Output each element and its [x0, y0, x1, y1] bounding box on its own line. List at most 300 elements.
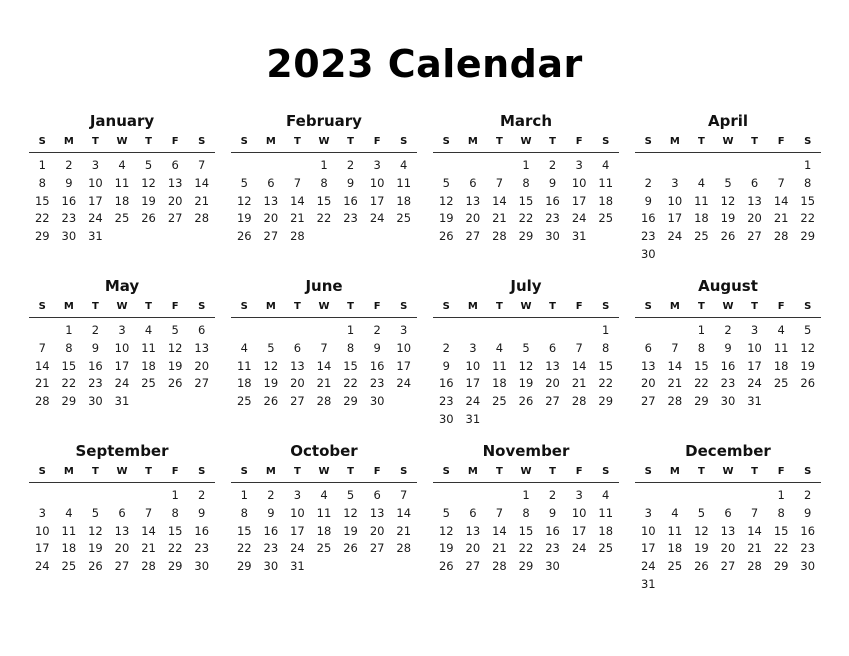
day-cell: 19 [438, 211, 454, 226]
day-cell: 4 [495, 340, 504, 355]
day-cell: 6 [548, 340, 557, 355]
weekday-label: F [373, 301, 381, 312]
day-cell: 29 [34, 229, 50, 244]
day-cell: 30 [194, 559, 210, 574]
month-name: May [104, 277, 140, 295]
day-cell: 9 [373, 340, 381, 355]
day-cell: 17 [465, 376, 481, 391]
day-cell: 3 [575, 158, 583, 172]
empty-day-cell [539, 322, 566, 340]
weekday-label: F [575, 301, 583, 312]
empty-day-cell [635, 487, 662, 505]
day-cell: 29 [773, 559, 789, 574]
day-cell: 15 [34, 193, 50, 208]
day-cell: 28 [747, 559, 762, 574]
day-cell: 3 [91, 158, 100, 172]
day-cell: 10 [640, 523, 656, 538]
empty-day-cell [513, 322, 540, 340]
day-cell: 12 [438, 523, 454, 538]
day-cell: 18 [236, 376, 252, 391]
day-cell: 14 [492, 523, 507, 538]
day-cell: 21 [773, 211, 789, 226]
day-cell: 17 [34, 541, 50, 556]
day-cell: 30 [88, 394, 103, 409]
day-cell: 10 [571, 505, 587, 520]
day-cell: 8 [38, 175, 46, 190]
day-cell: 27 [747, 229, 762, 244]
weekday-header [231, 297, 417, 318]
day-cell: 12 [800, 340, 816, 355]
weekday-label: S [602, 466, 610, 477]
day-cell: 20 [290, 376, 305, 391]
day-cell: 20 [263, 211, 279, 226]
day-cell: 29 [236, 559, 252, 574]
day-cell: 1 [38, 158, 46, 172]
month-name: February [286, 112, 362, 130]
day-cell: 14 [492, 193, 507, 208]
day-cell: 18 [114, 193, 130, 208]
empty-day-cell [486, 487, 513, 505]
day-cell: 16 [343, 193, 358, 208]
day-cell: 14 [396, 505, 412, 520]
empty-day-cell [635, 322, 662, 340]
day-cell: 3 [671, 175, 679, 190]
month-name: December [685, 442, 771, 460]
weekday-label: M [265, 301, 276, 312]
weekday-label: W [116, 136, 128, 147]
day-cell: 29 [518, 559, 534, 574]
day-cell: 22 [773, 541, 789, 556]
weekday-label: F [373, 466, 381, 477]
day-grid [433, 487, 619, 576]
weekday-label: S [442, 301, 450, 312]
day-cell: 2 [198, 488, 206, 502]
day-cell: 3 [373, 158, 381, 172]
day-cell: 9 [804, 505, 812, 520]
weekday-label: T [496, 466, 503, 477]
weekday-header [635, 297, 821, 318]
day-cell: 30 [369, 394, 385, 409]
weekday-label: S [804, 301, 812, 312]
day-cell: 12 [167, 340, 183, 355]
month-name: January [89, 112, 155, 130]
day-cell: 15 [773, 523, 789, 538]
day-cell: 16 [88, 358, 103, 373]
day-cell: 23 [545, 211, 560, 226]
empty-day-cell [566, 322, 593, 340]
day-cell: 5 [144, 158, 153, 172]
month-august [635, 275, 821, 425]
day-cell: 25 [236, 394, 252, 409]
empty-day-cell [109, 487, 136, 505]
day-cell: 25 [694, 229, 709, 244]
day-cell: 8 [804, 175, 812, 190]
day-cell: 22 [518, 211, 534, 226]
weekday-label: T [698, 466, 705, 477]
month-name: August [698, 277, 758, 295]
day-cell: 16 [720, 358, 736, 373]
day-cell: 14 [290, 193, 305, 208]
month-april [635, 110, 821, 260]
day-cell: 10 [290, 505, 305, 520]
day-cell: 24 [88, 211, 103, 226]
day-cell: 23 [640, 229, 656, 244]
day-cell: 6 [293, 340, 302, 355]
weekday-label: S [38, 466, 46, 477]
day-cell: 18 [316, 523, 332, 538]
day-cell: 11 [492, 358, 507, 373]
weekday-label: S [442, 466, 450, 477]
day-cell: 6 [373, 488, 381, 502]
day-cell: 26 [263, 394, 279, 409]
day-cell: 31 [571, 229, 587, 244]
day-cell: 14 [773, 193, 789, 208]
day-cell: 26 [518, 394, 534, 409]
day-cell: 14 [571, 358, 587, 373]
day-cell: 11 [598, 175, 614, 190]
day-cell: 18 [61, 541, 77, 556]
day-cell: 8 [320, 175, 328, 190]
day-cell: 14 [316, 358, 332, 373]
day-cell: 19 [236, 211, 252, 226]
day-cell: 25 [598, 541, 614, 556]
day-grid [635, 322, 821, 411]
empty-day-cell [311, 322, 338, 340]
day-cell: 24 [667, 229, 683, 244]
day-cell: 6 [469, 505, 477, 520]
month-name: October [290, 442, 358, 460]
day-cell: 28 [492, 229, 507, 244]
day-cell: 15 [167, 523, 183, 538]
day-cell: 16 [545, 523, 560, 538]
day-cell: 2 [65, 158, 73, 172]
weekday-label: M [63, 136, 74, 147]
day-cell: 28 [194, 211, 210, 226]
day-cell: 25 [492, 394, 507, 409]
empty-day-cell [635, 157, 662, 175]
day-grid [433, 157, 619, 246]
weekday-header [635, 132, 821, 153]
day-cell: 10 [396, 340, 412, 355]
weekday-label: T [496, 301, 503, 312]
day-cell: 23 [88, 376, 103, 391]
day-cell: 29 [343, 394, 358, 409]
day-cell: 26 [141, 211, 156, 226]
day-cell: 27 [167, 211, 183, 226]
day-cell: 23 [61, 211, 77, 226]
weekday-header [433, 297, 619, 318]
month-february [231, 110, 417, 260]
page-title: 2023 Calendar [266, 42, 583, 86]
day-cell: 9 [91, 340, 100, 355]
day-cell: 22 [598, 376, 614, 391]
day-cell: 28 [667, 394, 683, 409]
day-cell: 11 [316, 505, 332, 520]
day-cell: 5 [91, 505, 100, 520]
weekday-label: W [722, 136, 734, 147]
weekday-label: T [549, 466, 556, 477]
day-cell: 12 [343, 505, 358, 520]
day-cell: 4 [777, 323, 785, 337]
day-grid [231, 487, 417, 576]
day-cell: 16 [800, 523, 816, 538]
weekday-label: W [318, 136, 330, 147]
day-cell: 25 [598, 211, 614, 226]
weekday-label: M [669, 301, 680, 312]
day-grid [635, 157, 821, 264]
weekday-label: T [347, 466, 354, 477]
weekday-label: S [602, 136, 610, 147]
weekday-label: T [294, 301, 301, 312]
day-cell: 19 [518, 376, 534, 391]
day-cell: 3 [644, 505, 652, 520]
day-cell: 25 [773, 376, 789, 391]
day-cell: 20 [747, 211, 762, 226]
day-cell: 6 [724, 505, 732, 520]
day-cell: 10 [465, 358, 481, 373]
day-cell: 31 [640, 576, 656, 591]
weekday-label: T [145, 136, 152, 147]
day-cell: 21 [141, 541, 156, 556]
day-cell: 4 [602, 488, 610, 502]
day-cell: 11 [667, 523, 683, 538]
day-cell: 30 [438, 411, 454, 426]
day-cell: 19 [694, 541, 709, 556]
month-november [433, 440, 619, 590]
day-cell: 19 [438, 541, 454, 556]
day-cell: 3 [750, 323, 759, 337]
day-cell: 11 [114, 175, 130, 190]
day-cell: 28 [773, 229, 789, 244]
empty-day-cell [258, 322, 285, 340]
weekday-label: M [467, 301, 478, 312]
weekday-label: S [804, 466, 812, 477]
empty-day-cell [231, 157, 258, 175]
empty-day-cell [768, 157, 795, 175]
day-cell: 22 [518, 541, 534, 556]
day-cell: 6 [469, 175, 477, 190]
day-cell: 28 [141, 559, 156, 574]
day-cell: 13 [545, 358, 560, 373]
weekday-label: T [549, 301, 556, 312]
day-cell: 23 [720, 376, 736, 391]
weekday-header [635, 462, 821, 483]
day-cell: 20 [465, 211, 481, 226]
day-cell: 17 [571, 193, 587, 208]
day-cell: 27 [290, 394, 305, 409]
day-cell: 5 [442, 175, 450, 190]
day-cell: 2 [442, 340, 450, 355]
day-cell: 5 [267, 340, 275, 355]
day-cell: 7 [293, 175, 302, 190]
day-cell: 20 [720, 541, 736, 556]
day-grid [29, 157, 215, 246]
weekday-label: S [804, 136, 812, 147]
day-cell: 22 [343, 376, 358, 391]
day-cell: 25 [141, 376, 156, 391]
day-cell: 28 [396, 541, 412, 556]
day-cell: 23 [194, 541, 210, 556]
day-cell: 15 [236, 523, 252, 538]
day-cell: 4 [240, 340, 248, 355]
day-cell: 18 [773, 358, 789, 373]
day-cell: 14 [194, 175, 210, 190]
weekday-label: T [294, 466, 301, 477]
weekday-header [29, 297, 215, 318]
day-cell: 7 [495, 505, 504, 520]
day-cell: 21 [290, 211, 305, 226]
day-cell: 7 [400, 488, 408, 502]
day-cell: 23 [800, 541, 816, 556]
month-june [231, 275, 417, 425]
weekday-label: S [240, 301, 248, 312]
day-cell: 9 [267, 505, 275, 520]
month-july [433, 275, 619, 425]
day-cell: 10 [114, 340, 130, 355]
empty-day-cell [688, 487, 715, 505]
day-cell: 5 [522, 340, 530, 355]
day-cell: 1 [320, 158, 328, 172]
day-cell: 7 [320, 340, 328, 355]
day-cell: 20 [369, 523, 385, 538]
weekday-label: F [777, 466, 785, 477]
day-cell: 29 [167, 559, 183, 574]
day-cell: 20 [167, 193, 183, 208]
day-cell: 28 [492, 559, 507, 574]
weekday-label: W [318, 301, 330, 312]
day-cell: 19 [167, 358, 183, 373]
month-january [29, 110, 215, 260]
day-cell: 12 [694, 523, 709, 538]
day-cell: 15 [598, 358, 614, 373]
day-cell: 9 [644, 193, 652, 208]
day-cell: 8 [171, 505, 179, 520]
day-cell: 3 [400, 323, 408, 337]
day-cell: 18 [598, 523, 614, 538]
empty-day-cell [688, 157, 715, 175]
empty-day-cell [258, 157, 285, 175]
weekday-label: T [294, 136, 301, 147]
day-cell: 19 [800, 358, 816, 373]
day-cell: 17 [88, 193, 103, 208]
day-cell: 12 [720, 193, 736, 208]
weekday-label: W [116, 301, 128, 312]
day-cell: 2 [373, 323, 381, 337]
month-october [231, 440, 417, 590]
day-cell: 23 [369, 376, 385, 391]
weekday-label: M [669, 466, 680, 477]
weekday-label: T [698, 301, 705, 312]
day-cell: 1 [697, 323, 706, 337]
day-cell: 25 [61, 559, 77, 574]
day-cell: 26 [438, 559, 454, 574]
day-cell: 14 [34, 358, 50, 373]
day-grid [231, 322, 417, 411]
day-cell: 27 [465, 229, 481, 244]
weekday-label: F [171, 136, 179, 147]
day-cell: 16 [61, 193, 77, 208]
weekday-label: T [751, 466, 758, 477]
day-cell: 1 [777, 488, 785, 502]
day-cell: 7 [750, 505, 759, 520]
day-cell: 8 [522, 505, 530, 520]
day-cell: 16 [263, 523, 279, 538]
day-grid [29, 487, 215, 576]
day-cell: 6 [198, 323, 206, 337]
month-september [29, 440, 215, 590]
day-cell: 7 [575, 340, 583, 355]
day-cell: 13 [369, 505, 385, 520]
day-cell: 11 [694, 193, 709, 208]
day-cell: 16 [194, 523, 210, 538]
day-cell: 21 [492, 211, 507, 226]
weekday-label: T [549, 136, 556, 147]
day-cell: 20 [545, 376, 560, 391]
day-cell: 1 [804, 158, 812, 172]
weekday-label: S [644, 301, 652, 312]
weekday-label: S [240, 136, 248, 147]
weekday-label: S [38, 301, 46, 312]
empty-day-cell [741, 157, 768, 175]
day-cell: 13 [263, 193, 279, 208]
day-cell: 27 [369, 541, 385, 556]
day-cell: 6 [118, 505, 126, 520]
weekday-label: F [575, 136, 583, 147]
day-cell: 12 [263, 358, 279, 373]
day-cell: 15 [518, 193, 534, 208]
day-cell: 19 [88, 541, 103, 556]
day-cell: 14 [141, 523, 156, 538]
day-cell: 18 [396, 193, 412, 208]
day-cell: 19 [141, 193, 156, 208]
day-cell: 7 [198, 158, 206, 172]
empty-day-cell [135, 487, 162, 505]
day-cell: 16 [438, 376, 454, 391]
empty-day-cell [715, 487, 742, 505]
day-cell: 18 [492, 376, 507, 391]
day-cell: 1 [171, 488, 179, 502]
day-cell: 1 [522, 158, 530, 172]
day-cell: 8 [240, 505, 248, 520]
day-cell: 12 [518, 358, 534, 373]
day-cell: 30 [640, 246, 656, 261]
day-cell: 24 [290, 541, 305, 556]
day-cell: 3 [469, 340, 477, 355]
day-cell: 22 [316, 211, 332, 226]
day-cell: 1 [602, 323, 610, 337]
weekday-label: M [265, 136, 276, 147]
day-cell: 26 [438, 229, 454, 244]
day-cell: 21 [747, 541, 762, 556]
day-cell: 26 [236, 229, 252, 244]
empty-day-cell [486, 157, 513, 175]
weekday-label: T [751, 301, 758, 312]
weekday-label: W [318, 466, 330, 477]
day-cell: 14 [667, 358, 683, 373]
day-cell: 24 [465, 394, 481, 409]
weekday-label: M [467, 466, 478, 477]
weekday-header [231, 132, 417, 153]
day-cell: 9 [346, 175, 355, 190]
day-cell: 4 [602, 158, 610, 172]
weekday-label: F [575, 466, 583, 477]
day-cell: 25 [114, 211, 130, 226]
day-cell: 13 [290, 358, 305, 373]
day-cell: 9 [724, 340, 732, 355]
day-cell: 24 [571, 211, 587, 226]
day-cell: 25 [396, 211, 412, 226]
day-cell: 4 [144, 323, 153, 337]
